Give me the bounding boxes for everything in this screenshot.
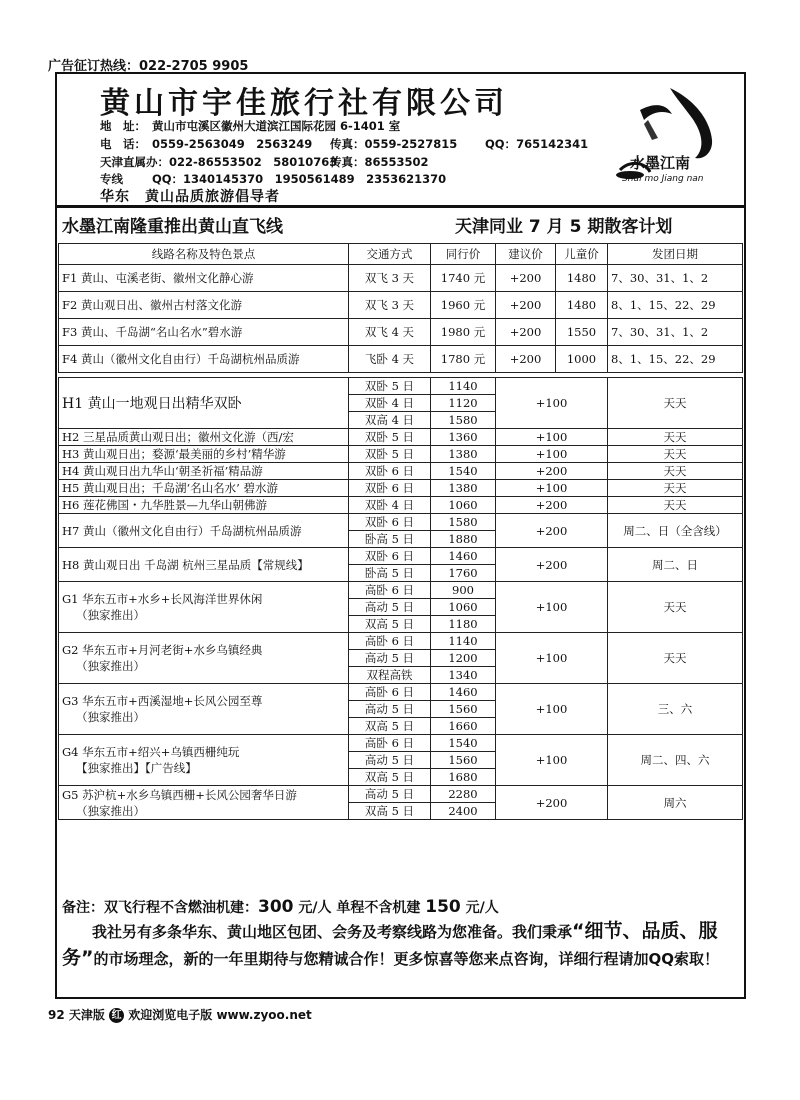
transport-cell: 双高 4 日 <box>349 412 431 429</box>
transport-cell: 卧高 5 日 <box>349 565 431 582</box>
transport-cell: 双程高铁 <box>349 667 431 684</box>
address-label: 地 址： <box>100 119 146 133</box>
peer-price-cell: 1780 元 <box>431 346 496 373</box>
route-name-line: H6 莲花佛国・九华胜景—九华山朝佛游 <box>62 498 267 512</box>
suggested-price-cell: +100 <box>496 735 608 786</box>
peer-price-cell: 1060 <box>431 599 496 616</box>
promo-text-2: 的市场理念，新的一年里期待与您精诚合作！更多惊喜等您来点咨询，详细行程请加QQ索取！ <box>93 950 720 968</box>
suggested-price-cell: +100 <box>496 378 608 429</box>
ad-hotline: 广告征订热线：022-2705 9905 <box>48 59 249 74</box>
transport-cell: 双卧 5 日 <box>349 446 431 463</box>
transport-cell: 双卧 5 日 <box>349 378 431 395</box>
departure-dates-cell: 周六 <box>608 786 743 820</box>
departure-dates-cell: 三、六 <box>608 684 743 735</box>
route-name <box>59 735 349 786</box>
peer-price-cell: 1140 <box>431 633 496 650</box>
suggested-price-cell: +100 <box>496 582 608 633</box>
transport-cell: 双高 5 日 <box>349 803 431 820</box>
suggested-price-cell: +200 <box>496 292 556 319</box>
route-exclusive-tag: 【独家推出】【广告线】 <box>76 761 197 775</box>
slogan: 华东 黄山品质旅游倡导者 <box>100 189 280 205</box>
peer-price-cell: 1460 <box>431 548 496 565</box>
table-row <box>59 292 743 319</box>
routes-table <box>58 243 743 820</box>
tianjin-office-value: 022-86553502 58010763 <box>169 155 338 169</box>
address-line <box>100 118 400 134</box>
peer-price-cell: 1960 元 <box>431 292 496 319</box>
route-name-line: H1 黄山一地观日出精华双卧 <box>62 396 242 412</box>
transport-cell: 双高 5 日 <box>349 616 431 633</box>
peer-price-cell: 900 <box>431 582 496 599</box>
suggested-price-cell: +100 <box>496 429 608 446</box>
table-row <box>59 497 743 514</box>
peer-price-cell: 1360 <box>431 429 496 446</box>
qq-value: 765142341 <box>516 137 589 151</box>
peer-price-cell: 1140 <box>431 378 496 395</box>
transport-cell: 双卧 6 日 <box>349 514 431 531</box>
suggested-price-cell: +100 <box>496 480 608 497</box>
route-exclusive-tag: （独家推出） <box>76 608 145 622</box>
footer-site: 欢迎浏览电子版 www.zyoo.net <box>128 1008 312 1022</box>
departure-dates-cell: 周二、四、六 <box>608 735 743 786</box>
peer-price-cell: 1760 <box>431 565 496 582</box>
peer-price-cell: 2400 <box>431 803 496 820</box>
peer-price-cell: 1340 <box>431 667 496 684</box>
transport-cell: 双高 5 日 <box>349 769 431 786</box>
table-header-row <box>59 244 743 265</box>
table-row <box>59 786 743 803</box>
table-row <box>59 429 743 446</box>
fuel-surcharge-note <box>62 897 499 917</box>
table-row <box>59 684 743 701</box>
suggested-price-cell: +100 <box>496 684 608 735</box>
fax-value: 0559-2527815 <box>364 137 458 151</box>
transport-cell: 高动 5 日 <box>349 752 431 769</box>
departure-dates-cell: 天天 <box>608 463 743 480</box>
route-name <box>59 582 349 633</box>
child-price-cell: 1550 <box>556 319 608 346</box>
peer-price-cell: 1580 <box>431 412 496 429</box>
promo-paragraph <box>62 918 737 972</box>
route-name-line: H7 黄山（徽州文化自由行）千岛湖杭州品质游 <box>62 523 302 538</box>
peer-price-cell: 1200 <box>431 650 496 667</box>
departure-dates-cell: 天天 <box>608 582 743 633</box>
peer-price-cell: 1060 <box>431 497 496 514</box>
departure-dates-cell: 天天 <box>608 378 743 429</box>
child-price-cell: 1000 <box>556 346 608 373</box>
route-name <box>59 684 349 735</box>
transport-cell: 双卧 4 日 <box>349 395 431 412</box>
transport-cell: 双飞 3 天 <box>349 292 431 319</box>
suggested-price-cell: +200 <box>496 548 608 582</box>
footer-page: 92 天津版 <box>48 1008 105 1022</box>
table-row <box>59 633 743 650</box>
logo-text: 水墨江南 <box>630 154 691 172</box>
departure-dates-cell: 天天 <box>608 446 743 463</box>
transport-cell: 双飞 4 天 <box>349 319 431 346</box>
peer-price-cell: 1540 <box>431 735 496 752</box>
child-price-cell: 1480 <box>556 265 608 292</box>
departure-dates-cell: 8、1、15、22、29 <box>608 346 743 373</box>
header-departure-dates: 发团日期 <box>608 244 743 265</box>
fax-label: 传真： <box>330 137 365 151</box>
transport-cell: 高动 5 日 <box>349 786 431 803</box>
departure-dates-cell: 周二、日 <box>608 548 743 582</box>
transport-cell: 双卧 6 日 <box>349 463 431 480</box>
suggested-price-cell: +200 <box>496 265 556 292</box>
suggested-price-cell: +200 <box>496 786 608 820</box>
table-row <box>59 346 743 373</box>
table-row <box>59 446 743 463</box>
promo-text-1: 我社另有多条华东、黄山地区包团、会务及考察线路为您准备。我们秉承 <box>92 923 573 941</box>
transport-cell: 卧高 5 日 <box>349 531 431 548</box>
transport-cell: 双卧 5 日 <box>349 429 431 446</box>
peer-price-cell: 1880 <box>431 531 496 548</box>
suggested-price-cell: +200 <box>496 319 556 346</box>
route-name-line: H5 黄山观日出；千岛湖‘名山名水’ 碧水游 <box>62 481 278 495</box>
route-name-line: G4 华东五市+绍兴+乌镇西栅纯玩 <box>62 745 240 759</box>
phone-label: 电 话： <box>100 137 146 151</box>
shuimo-jiangnan-logo <box>600 80 740 190</box>
suggested-price-cell: +200 <box>496 346 556 373</box>
tianjin-fax-value: 86553502 <box>364 155 429 169</box>
route-name <box>59 480 349 497</box>
transport-cell: 高卧 6 日 <box>349 684 431 701</box>
header-peer-price: 同行价 <box>431 244 496 265</box>
header-route: 线路名称及特色景点 <box>59 244 349 265</box>
route-name-line: G2 华东五市+月河老街+水乡乌镇经典 <box>62 643 263 657</box>
dedicated-line-label: 专线 <box>100 172 123 186</box>
table-row <box>59 378 743 395</box>
table-row <box>59 582 743 599</box>
note-suffix: 元/人 <box>460 900 499 916</box>
transport-cell: 高卧 6 日 <box>349 582 431 599</box>
route-name: F3 黄山、千岛湖“名山名水”碧水游 <box>59 319 349 346</box>
tianjin-fax-label: 传真： <box>330 155 365 169</box>
peer-price-cell: 1380 <box>431 480 496 497</box>
suggested-price-cell: +100 <box>496 446 608 463</box>
route-name: F1 黄山、屯溪老街、徽州文化静心游 <box>59 265 349 292</box>
header-divider <box>57 205 744 208</box>
peer-price-cell: 1380 <box>431 446 496 463</box>
company-name: 黄山市宇佳旅行社有限公司 <box>100 86 508 121</box>
qq-line <box>485 136 588 152</box>
peer-price-cell: 1460 <box>431 684 496 701</box>
note-round-trip-fee: 300 <box>258 897 294 917</box>
suggested-price-cell: +200 <box>496 514 608 548</box>
promo-emphasis: “细节、品质、服务” <box>62 920 718 969</box>
route-exclusive-tag: （独家推出） <box>76 659 145 673</box>
note-mid: 元/人 单程不含机建 <box>293 900 426 916</box>
peer-price-cell: 1980 元 <box>431 319 496 346</box>
plan-title: 天津同业 7 月 5 期散客计划 <box>455 217 673 237</box>
peer-price-cell: 1120 <box>431 395 496 412</box>
route-name-line: G3 华东五市+西溪湿地+长风公园至尊 <box>62 694 263 708</box>
route-name <box>59 378 349 429</box>
departure-dates-cell: 7、30、31、1、2 <box>608 265 743 292</box>
route-name <box>59 786 349 820</box>
route-name <box>59 497 349 514</box>
table-row <box>59 735 743 752</box>
departure-dates-cell: 8、1、15、22、29 <box>608 292 743 319</box>
note-one-way-fee: 150 <box>425 897 461 917</box>
header-suggested-price: 建议价 <box>496 244 556 265</box>
transport-cell: 高卧 6 日 <box>349 735 431 752</box>
transport-cell: 高卧 6 日 <box>349 633 431 650</box>
transport-cell: 高动 5 日 <box>349 599 431 616</box>
dedicated-line-qq: QQ：1340145370 1950561489 2353621370 <box>152 172 447 186</box>
route-name-line: G1 华东五市+水乡+长风海洋世界休闲 <box>62 592 263 606</box>
transport-cell: 双卧 6 日 <box>349 480 431 497</box>
route-name-line: H8 黄山观日出 千岛湖 杭州三星品质【常规线】 <box>62 557 309 572</box>
route-name-line: H2 三星品质黄山观日出；徽州文化游（西/宏 <box>62 430 294 444</box>
route-name <box>59 446 349 463</box>
suggested-price-cell: +200 <box>496 497 608 514</box>
peer-price-cell: 1580 <box>431 514 496 531</box>
departure-dates-cell: 天天 <box>608 633 743 684</box>
table-row <box>59 463 743 480</box>
route-name-line: G5 苏沪杭+水乡乌镇西栅+长风公园奢华日游 <box>62 787 297 802</box>
hong-mark-icon: 红 <box>109 1008 124 1023</box>
transport-cell: 双飞 3 天 <box>349 265 431 292</box>
header-transport: 交通方式 <box>349 244 431 265</box>
dedicated-line <box>100 171 446 187</box>
transport-cell: 飞卧 4 天 <box>349 346 431 373</box>
route-name <box>59 429 349 446</box>
table-row <box>59 265 743 292</box>
header-child-price: 儿童价 <box>556 244 608 265</box>
route-name <box>59 514 349 548</box>
suggested-price-cell: +200 <box>496 463 608 480</box>
table-row <box>59 514 743 531</box>
route-exclusive-tag: （独家推出） <box>76 803 145 818</box>
peer-price-cell: 1560 <box>431 752 496 769</box>
transport-cell: 高动 5 日 <box>349 650 431 667</box>
route-name <box>59 633 349 684</box>
peer-price-cell: 2280 <box>431 786 496 803</box>
route-name <box>59 463 349 480</box>
departure-dates-cell: 天天 <box>608 497 743 514</box>
peer-price-cell: 1180 <box>431 616 496 633</box>
peer-price-cell: 1660 <box>431 718 496 735</box>
suggested-price-cell: +100 <box>496 633 608 684</box>
tianjin-office-label: 天津直属办： <box>100 155 169 169</box>
departure-dates-cell: 天天 <box>608 429 743 446</box>
departure-dates-cell: 7、30、31、1、2 <box>608 319 743 346</box>
peer-price-cell: 1680 <box>431 769 496 786</box>
headline: 水墨江南隆重推出黄山直飞线 <box>62 217 283 237</box>
peer-price-cell: 1740 元 <box>431 265 496 292</box>
transport-cell: 双高 5 日 <box>349 718 431 735</box>
table-row <box>59 548 743 565</box>
tianjin-fax-line <box>330 154 429 170</box>
departure-dates-cell: 天天 <box>608 480 743 497</box>
phone-value: 0559-2563049 2563249 <box>152 137 313 151</box>
transport-cell: 双卧 4 日 <box>349 497 431 514</box>
route-name-line: H4 黄山观日出九华山‘朝圣祈福’精品游 <box>62 464 263 478</box>
address-value: 黄山市屯溪区徽州大道滨江国际花园 6-1401 室 <box>152 119 401 133</box>
page-footer <box>48 1006 312 1023</box>
route-name: F4 黄山（徽州文化自由行）千岛湖杭州品质游 <box>59 346 349 373</box>
peer-price-cell: 1560 <box>431 701 496 718</box>
table-row <box>59 319 743 346</box>
note-prefix: 备注：双飞行程不含燃油机建： <box>62 900 258 916</box>
departure-dates-cell: 周二、日（全含线） <box>608 514 743 548</box>
route-name: F2 黄山观日出、徽州古村落文化游 <box>59 292 349 319</box>
peer-price-cell: 1540 <box>431 463 496 480</box>
fax-line <box>330 136 457 152</box>
logo-pinyin: Shui mo Jiang nan <box>622 174 704 184</box>
child-price-cell: 1480 <box>556 292 608 319</box>
route-name-line: H3 黄山观日出；婺源‘最美丽的乡村’精华游 <box>62 447 286 461</box>
tianjin-office-line <box>100 154 337 170</box>
transport-cell: 双卧 6 日 <box>349 548 431 565</box>
transport-cell: 高动 5 日 <box>349 701 431 718</box>
table-row <box>59 480 743 497</box>
route-name <box>59 548 349 582</box>
route-exclusive-tag: （独家推出） <box>76 710 145 724</box>
qq-label: QQ： <box>485 137 517 151</box>
phone-line <box>100 136 312 152</box>
